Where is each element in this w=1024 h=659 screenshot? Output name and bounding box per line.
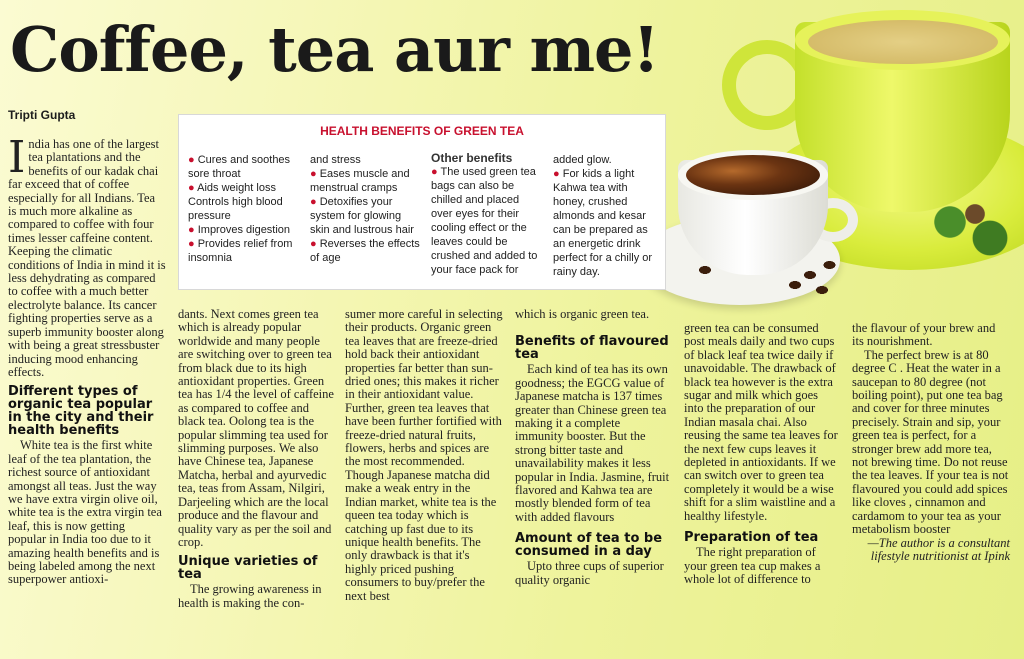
- byline: Tripti Gupta: [8, 108, 76, 122]
- article-column-3: [345, 308, 503, 603]
- unique-paragraph: The growing awareness in health is making the con-: [178, 582, 322, 610]
- benefit-item-continued: added glow.: [553, 154, 612, 166]
- drop-cap: I: [8, 132, 26, 183]
- coffee-beans-image: [690, 250, 840, 300]
- headline: Coffee, tea aur me!: [10, 13, 659, 86]
- benefit-item: ● Provides relief from insomnia: [188, 238, 293, 264]
- organic-paragraph: sumer more careful in selecting their products. Organic green tea leaves that are freeze-dried hold back their antioxidant properties far better than sun-dried ones; this makes it richer in their antioxidant value. Further, green tea leaves that have been further fortified with freeze-dried natural fruits, flowers, herbs and spices are the most recommended. Though Japanese matcha did make a weak entry in the Indian market, white tea is the queen tea today which is catching up fast due to its unique health benefits. The only drawback is that it's highly priced pushing consumers to buy/prefer the next best: [345, 307, 503, 603]
- benefits-box: [178, 114, 666, 290]
- benefits-column-2: [310, 153, 422, 265]
- benefit-item: ● Improves digestion: [188, 224, 291, 236]
- section-heading-unique: Unique varieties of tea: [178, 554, 318, 583]
- white-tea-paragraph: White tea is the first white leaf of the tea plantation, the richest source of antioxidant amongst all teas. Just the way we have extra virgin olive oil, white tea is the extra virgin tea leaf, this is now getting popular in India too due to it amazing health benefits and is being labeled among the next superpower antioxi-: [8, 438, 162, 587]
- perfect-brew-paragraph: The perfect brew is at 80 degree C . Heat the water in a saucepan to 80 degree (not boiling point), put one tea bag and cover for three minutes precisely. Strain and sip, your green tea is perfect, for a stronger brew add more tea, not brewing time. Do not reuse the tea leaves. If your tea is not flavoured you could add spices like cloves , cinnamon and cardamom to your tea as your metabolism booster: [852, 347, 1009, 537]
- intro-paragraph: India has one of the largest tea plantations and the benefits of our kadak chai far exceed that of coffee especially for all Indians. Tea is much more alkaline as compared to coffee with four times lesser caffeine content. Keeping the climatic conditions of India in mind it is less dehydrating as compared to coffee with a much better electrolyte balance. Its cancer fighting properties serve as a superb immunity booster along with being a great stressbuster inducing mood enhancing effects.: [8, 132, 166, 379]
- green-tea-paragraph: dants. Next comes green tea which is already popular worldwide and many people are switching over to green tea from black due to its high antioxidant properties. Green tea has 1/4 the level of caffeine as compared to coffee and black tea. Oolong tea is the popular slimming tea used for slimming purposes. We also have Chinese tea, Japanese Matcha, herbal and ayurvedic tea, teas from Assam, Nilgiri, Darjeeling which are the local produce and the flavour and quality vary as per the soil and crop.: [178, 307, 334, 549]
- section-heading-flavoured: Benefits of flavoured tea: [515, 334, 669, 363]
- flavoured-paragraph: Each kind of tea has its own goodness; the EGCG value of Japanese matcha is 137 times greater than Chinese green tea making it a complete immunity booster. But the strong bitter taste and unavailability makes it less popular in India. Jasmine, fruit flavored and Kahwa tea are mostly blended form of tea with added flavours: [515, 362, 670, 524]
- green-tea-consumption-paragraph: green tea can be consumed post meals daily and two cups of black leaf tea twice daily if unavoidable. The drawback of black tea however is the extra sugar and milk which goes into the preparation of our Indian masala chai. Also reusing the same tea leaves for the next few cups leaves it depleted in antioxidants. If we can switch over to green tea completely it would be a wise shift for a slim waistline and a healthy lifestyle.: [684, 321, 838, 523]
- section-heading-preparation: Preparation of tea: [684, 530, 819, 546]
- benefit-item: ● Cures and soothes sore throat: [188, 154, 291, 180]
- benefits-column-3: [431, 151, 543, 277]
- benefit-item-continued: and stress: [310, 154, 361, 166]
- article-column-2: [178, 308, 334, 610]
- organic-continued: which is organic green tea.: [515, 307, 650, 321]
- coffee-liquid-image: [686, 155, 820, 195]
- section-heading-amount: Amount of tea to be consumed in a day: [515, 531, 663, 560]
- benefit-item: ● Reverses the effects of age: [310, 238, 420, 264]
- benefits-title: HEALTH BENEFITS OF GREEN TEA: [320, 124, 524, 138]
- benefits-column-1: [188, 153, 303, 265]
- benefit-item: ● The used green tea bags can also be chilled and placed over eyes for their cooling effect or the leaves could be crushed and added to your face pack for: [431, 166, 538, 276]
- article-column-4: [515, 308, 671, 587]
- article-column-5: [684, 322, 840, 586]
- benefit-item: ● Aids weight loss Controls high blood pressure: [188, 182, 283, 222]
- article-column-1: [8, 132, 166, 587]
- green-tea-liquid-image: [808, 20, 998, 64]
- benefits-column-4: [553, 153, 661, 279]
- benefit-item: ● Detoxifies your system for glowing skin and lustrous hair: [310, 196, 414, 236]
- benefit-item: ● Eases muscle and menstrual cramps: [310, 168, 410, 194]
- brew-continued: the flavour of your brew and its nourishment.: [852, 321, 996, 349]
- preparation-paragraph: The right preparation of your green tea cup makes a whole lot of difference to: [684, 545, 821, 586]
- author-credit: —The author is a consultant lifestyle nutritionist at Ipink: [867, 535, 1010, 563]
- benefit-item: ● For kids a light Kahwa tea with honey, crushed almonds and kesar can be prepared as an energetic drink perfect for a chilly or rainy day.: [553, 168, 653, 278]
- tea-leaves-image: [920, 190, 1020, 270]
- amount-paragraph: Upto three cups of superior quality organic: [515, 559, 664, 587]
- article-column-6: [852, 322, 1010, 563]
- other-benefits-heading: Other benefits: [431, 151, 513, 165]
- section-heading-types: Different types of organic tea popular in the city and their health benefits: [8, 384, 154, 439]
